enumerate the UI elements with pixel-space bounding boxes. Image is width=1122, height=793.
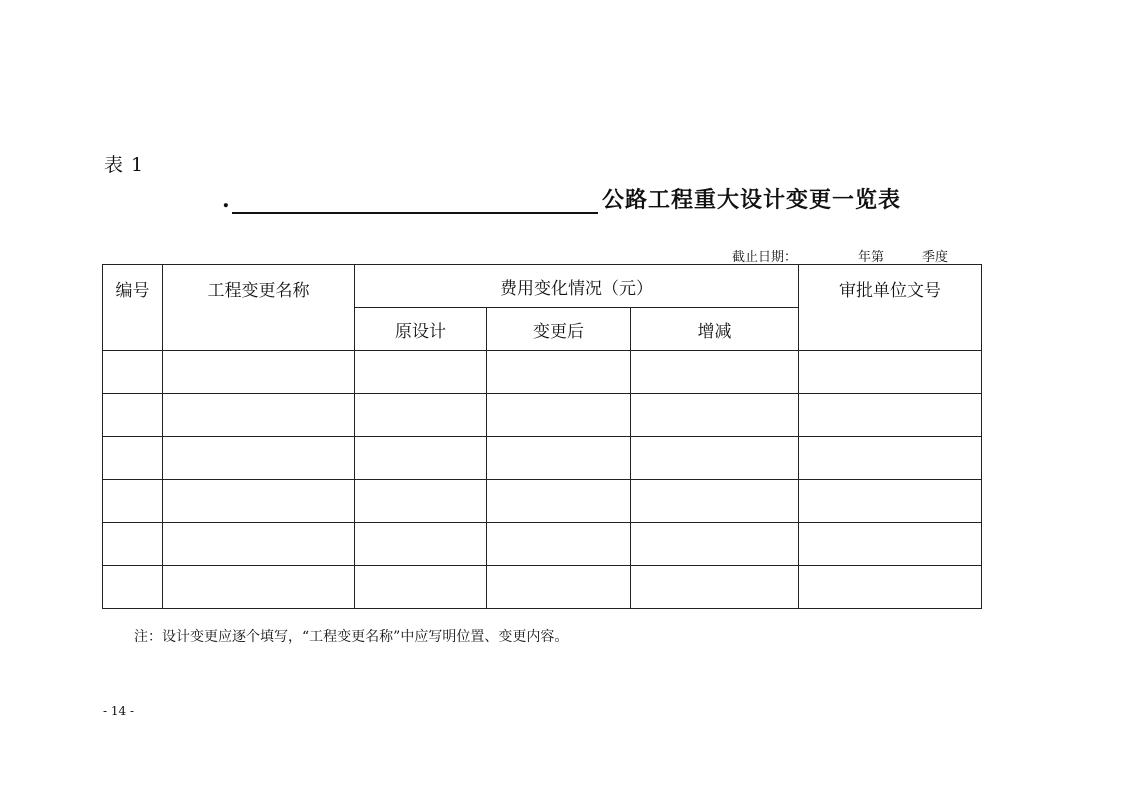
- header-project-change-name: 工程变更名称: [163, 265, 355, 351]
- table-row: [103, 523, 982, 566]
- cell-increase-decrease[interactable]: [631, 566, 799, 609]
- cell-after-change[interactable]: [487, 480, 631, 523]
- header-increase-decrease: 增减: [631, 308, 799, 351]
- cell-after-change[interactable]: [487, 437, 631, 480]
- cutoff-date-label: 截止日期：: [732, 250, 798, 265]
- cell-number[interactable]: [103, 394, 163, 437]
- cell-project-change-name[interactable]: [163, 394, 355, 437]
- cell-increase-decrease[interactable]: [631, 480, 799, 523]
- header-original-design: 原设计: [355, 308, 487, 351]
- design-change-table: [102, 264, 982, 609]
- form-title: [222, 184, 901, 214]
- cell-increase-decrease[interactable]: [631, 351, 799, 394]
- cutoff-year-text: 年第: [858, 250, 885, 265]
- header-cost-change: 费用变化情况（元）: [355, 265, 799, 308]
- cell-original-design[interactable]: [355, 351, 487, 394]
- cell-after-change[interactable]: [487, 351, 631, 394]
- cell-original-design[interactable]: [355, 566, 487, 609]
- highway-name-blank[interactable]: [232, 184, 598, 214]
- cutoff-quarter-text: 季度: [922, 250, 949, 265]
- cell-original-design[interactable]: [355, 437, 487, 480]
- cell-approval-doc[interactable]: [799, 351, 982, 394]
- cell-project-change-name[interactable]: [163, 351, 355, 394]
- table-label: 表 1: [104, 154, 145, 176]
- header-approval-doc: 审批单位文号: [799, 265, 982, 351]
- cell-approval-doc[interactable]: [799, 523, 982, 566]
- header-number: 编号: [103, 265, 163, 351]
- table-row: [103, 437, 982, 480]
- cell-increase-decrease[interactable]: [631, 523, 799, 566]
- cell-after-change[interactable]: [487, 523, 631, 566]
- cell-number[interactable]: [103, 351, 163, 394]
- cell-number[interactable]: [103, 523, 163, 566]
- page-number: - 14 -: [103, 704, 135, 718]
- table-row: [103, 394, 982, 437]
- cell-original-design[interactable]: [355, 523, 487, 566]
- table-row: [103, 566, 982, 609]
- cell-increase-decrease[interactable]: [631, 394, 799, 437]
- header-row-1: [103, 265, 982, 308]
- cell-approval-doc[interactable]: [799, 480, 982, 523]
- title-prefix: .: [222, 187, 230, 213]
- cell-original-design[interactable]: [355, 394, 487, 437]
- title-text: 公路工程重大设计变更一览表: [602, 187, 902, 213]
- cell-approval-doc[interactable]: [799, 437, 982, 480]
- cell-number[interactable]: [103, 437, 163, 480]
- table-note: 注：设计变更应逐个填写，“工程变更名称”中应写明位置、变更内容。: [134, 629, 569, 645]
- table-body: [103, 351, 982, 609]
- cell-increase-decrease[interactable]: [631, 437, 799, 480]
- cell-after-change[interactable]: [487, 394, 631, 437]
- cell-approval-doc[interactable]: [799, 394, 982, 437]
- cell-project-change-name[interactable]: [163, 523, 355, 566]
- cell-approval-doc[interactable]: [799, 566, 982, 609]
- cell-project-change-name[interactable]: [163, 566, 355, 609]
- cell-number[interactable]: [103, 566, 163, 609]
- cell-original-design[interactable]: [355, 480, 487, 523]
- cell-after-change[interactable]: [487, 566, 631, 609]
- cell-project-change-name[interactable]: [163, 480, 355, 523]
- cell-number[interactable]: [103, 480, 163, 523]
- header-after-change: 变更后: [487, 308, 631, 351]
- cell-project-change-name[interactable]: [163, 437, 355, 480]
- table-row: [103, 480, 982, 523]
- table-row: [103, 351, 982, 394]
